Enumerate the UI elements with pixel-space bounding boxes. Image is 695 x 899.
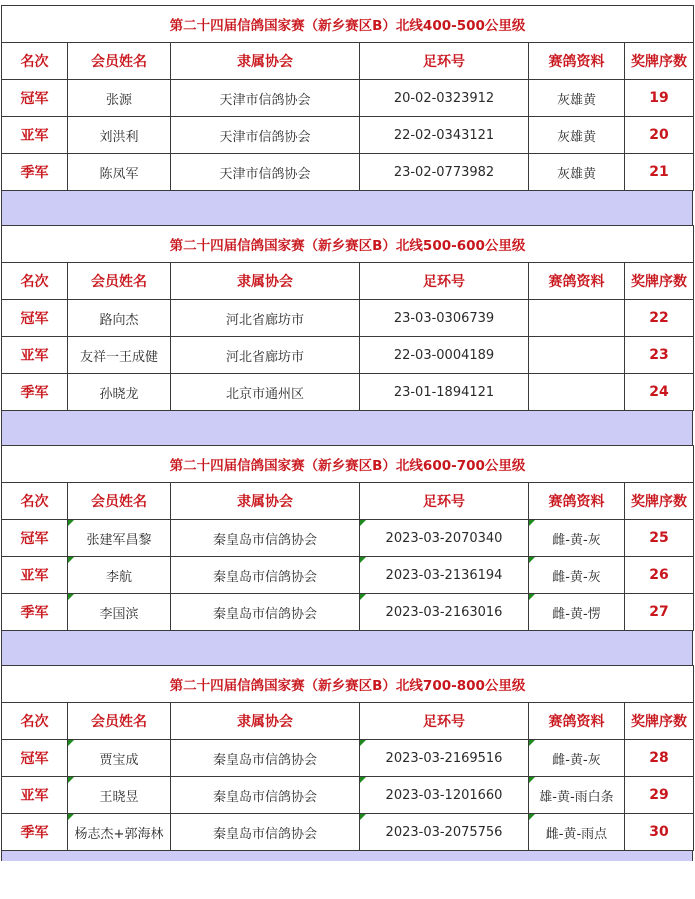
header-row [2,703,694,740]
header-association: 隶属协会 [171,703,360,740]
association-cell: 秦皇岛市信鸽协会 [171,814,360,851]
header-medal-number: 奖牌序数 [625,703,694,740]
rank-cell: 亚军 [2,777,68,814]
section-separator [1,631,693,665]
table-row [2,337,694,374]
member-name-cell: 贾宝成 [68,740,171,777]
results-table-700-800 [1,665,694,851]
header-member-name: 会员姓名 [68,483,171,520]
pigeon-info-cell: 雌-黄-愣 [529,594,625,631]
section-separator [1,411,693,445]
rank-cell: 季军 [2,594,68,631]
table-row [2,80,694,117]
medal-number-cell: 20 [625,117,694,154]
header-association: 隶属协会 [171,483,360,520]
association-cell: 河北省廊坊市 [171,337,360,374]
pigeon-info-cell: 灰雄黄 [529,117,625,154]
member-name-cell: 张建军昌黎 [68,520,171,557]
medal-number-cell: 24 [625,374,694,411]
ring-number-cell: 20-02-0323912 [360,80,529,117]
association-cell: 秦皇岛市信鸽协会 [171,520,360,557]
member-name-cell: 陈凤军 [68,154,171,191]
section-title: 第二十四届信鸽国家赛（新乡赛区B）北线700-800公里级 [2,666,694,703]
ring-number-cell: 2023-03-2163016 [360,594,529,631]
ring-number-cell: 2023-03-2070340 [360,520,529,557]
header-medal-number: 奖牌序数 [625,43,694,80]
medal-number-cell: 29 [625,777,694,814]
header-medal-number: 奖牌序数 [625,483,694,520]
header-ring-number: 足环号 [360,483,529,520]
ring-number-cell: 2023-03-2136194 [360,557,529,594]
rank-cell: 冠军 [2,300,68,337]
header-row [2,263,694,300]
association-cell: 天津市信鸽协会 [171,117,360,154]
ring-number-cell: 23-02-0773982 [360,154,529,191]
member-name-cell: 张源 [68,80,171,117]
table-row [2,300,694,337]
table-row [2,154,694,191]
member-name-cell: 友祥一王成健 [68,337,171,374]
pigeon-info-cell: 灰雄黄 [529,154,625,191]
table-row [2,740,694,777]
association-cell: 天津市信鸽协会 [171,80,360,117]
member-name-cell: 王晓昱 [68,777,171,814]
rank-cell: 冠军 [2,80,68,117]
table-row [2,117,694,154]
pigeon-info-cell: 雌-黄-灰 [529,557,625,594]
section-title: 第二十四届信鸽国家赛（新乡赛区B）北线600-700公里级 [2,446,694,483]
pigeon-info-cell: 雌-黄-灰 [529,520,625,557]
header-association: 隶属协会 [171,263,360,300]
header-association: 隶属协会 [171,43,360,80]
header-pigeon-info: 赛鸽资料 [529,43,625,80]
header-row [2,43,694,80]
pigeon-info-cell: 雌-黄-灰 [529,740,625,777]
header-pigeon-info: 赛鸽资料 [529,263,625,300]
ring-number-cell: 23-01-1894121 [360,374,529,411]
pigeon-info-cell: 雄-黄-雨白条 [529,777,625,814]
ring-number-cell: 2023-03-2169516 [360,740,529,777]
association-cell: 河北省廊坊市 [171,300,360,337]
header-member-name: 会员姓名 [68,703,171,740]
association-cell: 北京市通州区 [171,374,360,411]
rank-cell: 亚军 [2,117,68,154]
table-row [2,374,694,411]
ring-number-cell: 2023-03-2075756 [360,814,529,851]
header-rank: 名次 [2,483,68,520]
table-row [2,594,694,631]
medal-number-cell: 25 [625,520,694,557]
section-separator [1,851,693,861]
association-cell: 秦皇岛市信鸽协会 [171,557,360,594]
medal-number-cell: 27 [625,594,694,631]
association-cell: 秦皇岛市信鸽协会 [171,777,360,814]
results-table-500-600 [1,225,694,411]
pigeon-info-cell: 雌-黄-雨点 [529,814,625,851]
pigeon-info-cell: 灰雄黄 [529,80,625,117]
section-separator [1,191,693,225]
rank-cell: 季军 [2,814,68,851]
header-ring-number: 足环号 [360,43,529,80]
table-row [2,520,694,557]
header-rank: 名次 [2,43,68,80]
header-ring-number: 足环号 [360,263,529,300]
member-name-cell: 李国滨 [68,594,171,631]
section-title: 第二十四届信鸽国家赛（新乡赛区B）北线400-500公里级 [2,6,694,43]
rank-cell: 冠军 [2,740,68,777]
table-row [2,777,694,814]
ring-number-cell: 2023-03-1201660 [360,777,529,814]
medal-number-cell: 22 [625,300,694,337]
member-name-cell: 路向杰 [68,300,171,337]
pigeon-info-cell [529,300,625,337]
pigeon-info-cell [529,374,625,411]
medal-number-cell: 28 [625,740,694,777]
association-cell: 秦皇岛市信鸽协会 [171,740,360,777]
results-table-400-500 [1,5,694,191]
ring-number-cell: 22-02-0343121 [360,117,529,154]
rank-cell: 季军 [2,154,68,191]
table-row [2,814,694,851]
rank-cell: 季军 [2,374,68,411]
member-name-cell: 杨志杰+郭海林 [68,814,171,851]
medal-number-cell: 19 [625,80,694,117]
medal-number-cell: 21 [625,154,694,191]
association-cell: 秦皇岛市信鸽协会 [171,594,360,631]
ring-number-cell: 23-03-0306739 [360,300,529,337]
results-table-600-700 [1,445,694,631]
member-name-cell: 李航 [68,557,171,594]
header-rank: 名次 [2,263,68,300]
ring-number-cell: 22-03-0004189 [360,337,529,374]
medal-number-cell: 26 [625,557,694,594]
header-row [2,483,694,520]
pigeon-info-cell [529,337,625,374]
medal-number-cell: 30 [625,814,694,851]
rank-cell: 亚军 [2,557,68,594]
header-medal-number: 奖牌序数 [625,263,694,300]
association-cell: 天津市信鸽协会 [171,154,360,191]
header-pigeon-info: 赛鸽资料 [529,703,625,740]
rank-cell: 冠军 [2,520,68,557]
section-title: 第二十四届信鸽国家赛（新乡赛区B）北线500-600公里级 [2,226,694,263]
header-pigeon-info: 赛鸽资料 [529,483,625,520]
header-member-name: 会员姓名 [68,263,171,300]
table-row [2,557,694,594]
member-name-cell: 孙晓龙 [68,374,171,411]
header-rank: 名次 [2,703,68,740]
rank-cell: 亚军 [2,337,68,374]
medal-number-cell: 23 [625,337,694,374]
header-ring-number: 足环号 [360,703,529,740]
member-name-cell: 刘洪利 [68,117,171,154]
header-member-name: 会员姓名 [68,43,171,80]
